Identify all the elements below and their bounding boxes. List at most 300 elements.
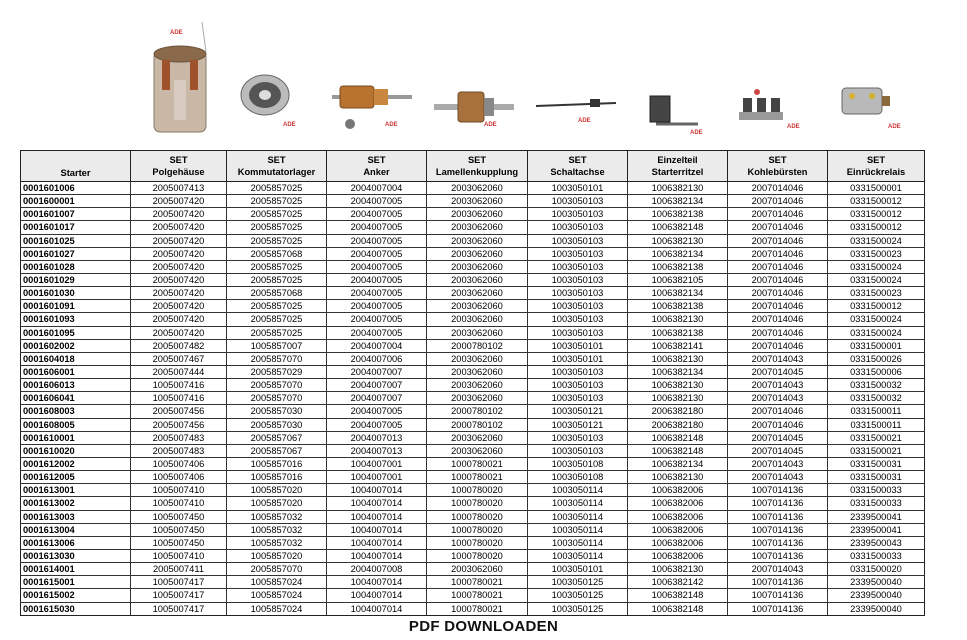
header-row (21, 151, 925, 182)
ade-logo: ADE (385, 122, 398, 128)
part-number-cell: 0331500031 (828, 457, 925, 470)
part-number-cell: 2007014043 (728, 457, 828, 470)
shift-lever-icon (530, 0, 620, 145)
part-number-cell: 0331500021 (828, 431, 925, 444)
part-number-cell: 0331500011 (828, 405, 925, 418)
table-header (21, 151, 925, 182)
column-header-label: Starter (60, 168, 91, 178)
table-row (21, 221, 925, 234)
part-number-cell: 1006382130 (628, 182, 728, 195)
part-number-cell: 1005007416 (131, 392, 227, 405)
part-number-cell: 2005007483 (131, 431, 227, 444)
table-row (21, 471, 925, 484)
part-number-cell: 2003062060 (427, 392, 528, 405)
column-header-label: Starterritzel (651, 167, 704, 177)
part-number-cell: 1003050101 (528, 352, 628, 365)
part-number-cell: 1003050103 (528, 260, 628, 273)
column-header-top: Einzelteil (657, 155, 698, 165)
part-number-cell: 2007014043 (728, 563, 828, 576)
starter-number-cell: 0001612005 (21, 471, 131, 484)
part-number-cell: 1003050108 (528, 457, 628, 470)
part-number-cell: 1004007014 (327, 576, 427, 589)
table-row (21, 326, 925, 339)
pdf-download-link[interactable]: PDF DOWNLOADEN (408, 618, 559, 635)
starter-number-cell: 0001601029 (21, 273, 131, 286)
part-number-cell: 2005857025 (227, 221, 327, 234)
table-row (21, 287, 925, 300)
part-number-cell: 2005007456 (131, 418, 227, 431)
part-number-cell: 2005007420 (131, 247, 227, 260)
starter-number-cell: 0001601091 (21, 300, 131, 313)
part-number-cell: 2339500041 (828, 523, 925, 536)
part-number-cell: 2339500041 (828, 510, 925, 523)
part-number-cell: 2003062060 (427, 260, 528, 273)
part-number-cell: 1005857024 (227, 602, 327, 615)
part-number-cell: 1007014136 (728, 576, 828, 589)
starter-number-cell: 0001601025 (21, 234, 131, 247)
part-number-cell: 2339500043 (828, 536, 925, 549)
pinion-icon (640, 0, 720, 145)
column-header-top: SET (267, 155, 286, 165)
part-number-cell: 2007014045 (728, 444, 828, 457)
starter-number-cell: 0001615001 (21, 576, 131, 589)
column-header (728, 151, 828, 182)
ade-logo: ADE (283, 122, 296, 128)
armature-icon (330, 0, 415, 145)
starter-number-cell: 0001601017 (21, 221, 131, 234)
starter-number-cell: 0001613001 (21, 484, 131, 497)
part-number-cell: 1000780021 (427, 589, 528, 602)
column-header (131, 151, 227, 182)
part-number-cell: 1005007450 (131, 536, 227, 549)
starter-parts-table (20, 150, 925, 616)
part-number-cell: 2339500040 (828, 602, 925, 615)
part-number-cell: 0331500021 (828, 444, 925, 457)
part-number-cell: 2005007420 (131, 287, 227, 300)
part-number-cell: 2005857070 (227, 379, 327, 392)
part-number-cell: 1003050101 (528, 563, 628, 576)
part-number-cell: 1005007410 (131, 497, 227, 510)
pole-housing-icon (140, 0, 220, 145)
part-number-cell: 2004007013 (327, 431, 427, 444)
part-number-cell: 1006382148 (628, 602, 728, 615)
part-number-cell: 1006382148 (628, 431, 728, 444)
starter-number-cell: 0001606001 (21, 365, 131, 378)
part-number-cell: 0331500032 (828, 392, 925, 405)
part-number-cell: 2004007007 (327, 379, 427, 392)
parts-image-strip (0, 0, 967, 150)
part-number-cell: 2005857067 (227, 431, 327, 444)
part-number-cell: 1003050114 (528, 497, 628, 510)
part-number-cell: 2007014046 (728, 247, 828, 260)
column-header-label: Kohlebürsten (747, 167, 808, 177)
part-number-cell: 1004007014 (327, 484, 427, 497)
part-number-cell: 2007014046 (728, 418, 828, 431)
part-number-cell: 1000780021 (427, 471, 528, 484)
part-number-cell: 1006382130 (628, 471, 728, 484)
starter-number-cell: 0001614001 (21, 563, 131, 576)
part-number-cell: 2005007413 (131, 182, 227, 195)
part-number-cell: 2005857025 (227, 260, 327, 273)
part-number-cell: 1003050114 (528, 549, 628, 562)
table-row (21, 523, 925, 536)
table-row (21, 247, 925, 260)
part-number-cell: 1006382130 (628, 313, 728, 326)
part-number-cell: 1003050103 (528, 208, 628, 221)
column-header-top: SET (768, 155, 787, 165)
part-number-cell: 2005857030 (227, 418, 327, 431)
part-number-cell: 1006382138 (628, 300, 728, 313)
part-number-cell: 2003062060 (427, 221, 528, 234)
part-number-cell: 2004007005 (327, 221, 427, 234)
part-number-cell: 2005007420 (131, 313, 227, 326)
clutch-icon (432, 0, 517, 145)
part-number-cell: 2007014046 (728, 273, 828, 286)
part-number-cell: 1005007410 (131, 549, 227, 562)
part-number-cell: 1000780020 (427, 497, 528, 510)
part-number-cell: 1003050101 (528, 339, 628, 352)
part-number-cell: 2005857029 (227, 365, 327, 378)
part-number-cell: 2004007005 (327, 247, 427, 260)
part-number-cell: 1006382134 (628, 365, 728, 378)
part-number-cell: 0331500012 (828, 300, 925, 313)
part-number-cell: 2007014046 (728, 326, 828, 339)
part-number-cell: 2003062060 (427, 208, 528, 221)
part-number-cell: 1005007406 (131, 471, 227, 484)
column-header (21, 151, 131, 182)
part-number-cell: 2007014046 (728, 260, 828, 273)
part-number-cell: 2000780102 (427, 339, 528, 352)
starter-number-cell: 0001608003 (21, 405, 131, 418)
part-number-cell: 1005007417 (131, 576, 227, 589)
starter-number-cell: 0001601027 (21, 247, 131, 260)
table-row (21, 589, 925, 602)
part-number-cell: 1003050101 (528, 182, 628, 195)
solenoid-icon (830, 0, 920, 145)
part-number-cell: 1007014136 (728, 523, 828, 536)
part-number-cell: 2007014046 (728, 221, 828, 234)
part-number-cell: 1005007406 (131, 457, 227, 470)
part-number-cell: 2005857025 (227, 182, 327, 195)
part-number-cell: 2005857025 (227, 234, 327, 247)
part-number-cell: 1006382148 (628, 444, 728, 457)
part-number-cell: 1003050103 (528, 221, 628, 234)
column-header (628, 151, 728, 182)
part-number-cell: 1003050103 (528, 287, 628, 300)
part-number-cell: 2005007483 (131, 444, 227, 457)
starter-number-cell: 0001604018 (21, 352, 131, 365)
table-row (21, 234, 925, 247)
part-number-cell: 1004007014 (327, 549, 427, 562)
part-number-cell: 1006382138 (628, 208, 728, 221)
part-number-cell: 2007014046 (728, 405, 828, 418)
column-header-label: Schaltachse (550, 167, 605, 177)
starter-number-cell: 0001606041 (21, 392, 131, 405)
part-number-cell: 1006382105 (628, 273, 728, 286)
part-number-cell: 2005007420 (131, 300, 227, 313)
part-number-cell: 2007014043 (728, 379, 828, 392)
part-number-cell: 2003062060 (427, 379, 528, 392)
table-row (21, 497, 925, 510)
part-number-cell: 2007014046 (728, 182, 828, 195)
table-row (21, 208, 925, 221)
part-number-cell: 2005007420 (131, 273, 227, 286)
table-row (21, 576, 925, 589)
part-number-cell: 2004007004 (327, 182, 427, 195)
part-number-cell: 1003050108 (528, 471, 628, 484)
part-number-cell: 2005007411 (131, 563, 227, 576)
part-number-cell: 1005857016 (227, 471, 327, 484)
part-number-cell: 0331500032 (828, 379, 925, 392)
part-number-cell: 2003062060 (427, 563, 528, 576)
part-number-cell: 2007014045 (728, 431, 828, 444)
part-number-cell: 2007014046 (728, 208, 828, 221)
part-number-cell: 1007014136 (728, 497, 828, 510)
part-number-cell: 1003050103 (528, 444, 628, 457)
part-number-cell: 1000780021 (427, 576, 528, 589)
starter-number-cell: 0001613002 (21, 497, 131, 510)
part-number-cell: 1005857024 (227, 576, 327, 589)
table-row (21, 313, 925, 326)
part-number-cell: 1003050103 (528, 392, 628, 405)
part-number-cell: 1007014136 (728, 549, 828, 562)
part-number-cell: 1006382006 (628, 497, 728, 510)
brushes-icon (735, 0, 815, 145)
part-number-cell: 1005857020 (227, 549, 327, 562)
part-number-cell: 1004007014 (327, 536, 427, 549)
part-number-cell: 0331500024 (828, 234, 925, 247)
part-number-cell: 1004007014 (327, 510, 427, 523)
part-number-cell: 1007014136 (728, 602, 828, 615)
part-number-cell: 1003050125 (528, 589, 628, 602)
part-number-cell: 0331500033 (828, 484, 925, 497)
part-number-cell: 1006382006 (628, 510, 728, 523)
part-number-cell: 1003050103 (528, 247, 628, 260)
part-number-cell: 1003050103 (528, 234, 628, 247)
starter-number-cell: 0001610020 (21, 444, 131, 457)
part-number-cell: 1000780021 (427, 457, 528, 470)
table-row (21, 536, 925, 549)
part-number-cell: 1000780020 (427, 523, 528, 536)
starter-number-cell: 0001615030 (21, 602, 131, 615)
part-number-cell: 2000780102 (427, 405, 528, 418)
part-number-cell: 2339500040 (828, 576, 925, 589)
part-number-cell: 1006382130 (628, 379, 728, 392)
part-number-cell: 2005007420 (131, 326, 227, 339)
part-number-cell: 1006382134 (628, 287, 728, 300)
part-number-cell: 2004007005 (327, 260, 427, 273)
table-row (21, 510, 925, 523)
part-number-cell: 1006382130 (628, 234, 728, 247)
part-number-cell: 1005857032 (227, 536, 327, 549)
part-number-cell: 0331500001 (828, 182, 925, 195)
column-header-label: Anker (363, 167, 390, 177)
part-number-cell: 1003050103 (528, 273, 628, 286)
column-header-top: SET (866, 155, 886, 165)
part-number-cell: 2004007005 (327, 208, 427, 221)
table-row (21, 260, 925, 273)
part-number-cell: 2005007444 (131, 365, 227, 378)
part-number-cell: 0331500001 (828, 339, 925, 352)
part-number-cell: 1006382138 (628, 260, 728, 273)
part-number-cell: 2004007005 (327, 326, 427, 339)
part-number-cell: 2006382180 (628, 418, 728, 431)
table-row (21, 444, 925, 457)
column-header-label: Einrückrelais (846, 167, 906, 177)
table-row (21, 392, 925, 405)
part-number-cell: 1005857020 (227, 484, 327, 497)
part-number-cell: 2005007482 (131, 339, 227, 352)
starter-number-cell: 0001601093 (21, 313, 131, 326)
part-number-cell: 1005007450 (131, 510, 227, 523)
part-number-cell: 1006382141 (628, 339, 728, 352)
part-number-cell: 1006382130 (628, 352, 728, 365)
part-number-cell: 1005857020 (227, 497, 327, 510)
ade-logo: ADE (578, 118, 591, 124)
column-header (528, 151, 628, 182)
part-number-cell: 2005857068 (227, 287, 327, 300)
part-number-cell: 0331500031 (828, 471, 925, 484)
part-number-cell: 1007014136 (728, 484, 828, 497)
part-number-cell: 1006382148 (628, 221, 728, 234)
starter-number-cell: 0001601028 (21, 260, 131, 273)
table-row (21, 182, 925, 195)
part-number-cell: 2007014046 (728, 300, 828, 313)
part-number-cell: 0331500012 (828, 221, 925, 234)
part-number-cell: 2004007008 (327, 563, 427, 576)
starter-number-cell: 0001615002 (21, 589, 131, 602)
part-number-cell: 2003062060 (427, 431, 528, 444)
table-row (21, 339, 925, 352)
part-number-cell: 1003050125 (528, 576, 628, 589)
column-header-top: SET (169, 155, 188, 165)
part-number-cell: 2004007005 (327, 418, 427, 431)
part-number-cell: 1003050103 (528, 379, 628, 392)
table-row (21, 352, 925, 365)
part-number-cell: 2004007006 (327, 352, 427, 365)
part-number-cell: 0331500024 (828, 273, 925, 286)
part-number-cell: 1003050114 (528, 536, 628, 549)
starter-number-cell: 0001613004 (21, 523, 131, 536)
part-number-cell: 0331500026 (828, 352, 925, 365)
part-number-cell: 2003062060 (427, 247, 528, 260)
part-number-cell: 0331500023 (828, 287, 925, 300)
part-number-cell: 1007014136 (728, 589, 828, 602)
part-number-cell: 2005857070 (227, 392, 327, 405)
part-number-cell: 1005007416 (131, 379, 227, 392)
part-number-cell: 0331500011 (828, 418, 925, 431)
part-number-cell: 2004007005 (327, 195, 427, 208)
starter-number-cell: 0001601095 (21, 326, 131, 339)
part-number-cell: 0331500024 (828, 313, 925, 326)
part-number-cell: 1003050114 (528, 510, 628, 523)
part-number-cell: 1003050114 (528, 484, 628, 497)
part-number-cell: 1007014136 (728, 510, 828, 523)
part-number-cell: 2003062060 (427, 313, 528, 326)
part-number-cell: 1005007450 (131, 523, 227, 536)
starter-number-cell: 0001613003 (21, 510, 131, 523)
part-number-cell: 1003050121 (528, 405, 628, 418)
part-number-cell: 2003062060 (427, 444, 528, 457)
part-number-cell: 2005007420 (131, 221, 227, 234)
table-row (21, 379, 925, 392)
part-number-cell: 1005857024 (227, 589, 327, 602)
part-number-cell: 2005007456 (131, 405, 227, 418)
part-number-cell: 1003050103 (528, 313, 628, 326)
part-number-cell: 1003050125 (528, 602, 628, 615)
part-number-cell: 1003050114 (528, 523, 628, 536)
part-number-cell: 1006382138 (628, 326, 728, 339)
part-number-cell: 1003050103 (528, 365, 628, 378)
table-row (21, 195, 925, 208)
part-number-cell: 1007014136 (728, 536, 828, 549)
part-number-cell: 2004007007 (327, 365, 427, 378)
part-number-cell: 0331500023 (828, 247, 925, 260)
ade-logo: ADE (484, 122, 497, 128)
part-number-cell: 2003062060 (427, 273, 528, 286)
part-number-cell: 1004007014 (327, 589, 427, 602)
part-number-cell: 1000780020 (427, 536, 528, 549)
part-number-cell: 2007014046 (728, 195, 828, 208)
column-header-top: SET (367, 155, 386, 165)
starter-number-cell: 0001601007 (21, 208, 131, 221)
starter-number-cell: 0001606013 (21, 379, 131, 392)
part-number-cell: 0331500033 (828, 549, 925, 562)
part-number-cell: 2003062060 (427, 182, 528, 195)
table-row (21, 457, 925, 470)
part-number-cell: 0331500020 (828, 563, 925, 576)
part-number-cell: 2006382180 (628, 405, 728, 418)
table-row (21, 484, 925, 497)
part-number-cell: 2000780102 (427, 418, 528, 431)
table-row (21, 418, 925, 431)
part-number-cell: 2004007005 (327, 300, 427, 313)
part-number-cell: 2004007005 (327, 273, 427, 286)
table-row (21, 602, 925, 615)
starter-number-cell: 0001602002 (21, 339, 131, 352)
part-number-cell: 1005857007 (227, 339, 327, 352)
part-number-cell: 2005857025 (227, 313, 327, 326)
part-number-cell: 1005857016 (227, 457, 327, 470)
starter-number-cell: 0001601006 (21, 182, 131, 195)
column-header-top: SET (568, 155, 587, 165)
part-number-cell: 2003062060 (427, 326, 528, 339)
part-number-cell: 1005007410 (131, 484, 227, 497)
part-number-cell: 1004007014 (327, 497, 427, 510)
part-number-cell: 2007014046 (728, 287, 828, 300)
column-header (327, 151, 427, 182)
starter-number-cell: 0001612002 (21, 457, 131, 470)
part-number-cell: 0331500012 (828, 208, 925, 221)
part-number-cell: 1006382130 (628, 563, 728, 576)
part-number-cell: 1003050103 (528, 326, 628, 339)
part-number-cell: 2003062060 (427, 300, 528, 313)
part-number-cell: 1004007014 (327, 523, 427, 536)
part-number-cell: 1003050103 (528, 195, 628, 208)
table-row (21, 300, 925, 313)
part-number-cell: 2005007420 (131, 234, 227, 247)
part-number-cell: 2007014046 (728, 339, 828, 352)
part-number-cell: 1000780020 (427, 484, 528, 497)
part-number-cell: 0331500012 (828, 195, 925, 208)
part-number-cell: 2005007420 (131, 260, 227, 273)
ade-logo: ADE (170, 30, 183, 36)
part-number-cell: 0331500024 (828, 326, 925, 339)
part-number-cell: 1006382134 (628, 457, 728, 470)
part-number-cell: 1006382006 (628, 523, 728, 536)
part-number-cell: 2005007420 (131, 208, 227, 221)
part-number-cell: 2004007005 (327, 234, 427, 247)
